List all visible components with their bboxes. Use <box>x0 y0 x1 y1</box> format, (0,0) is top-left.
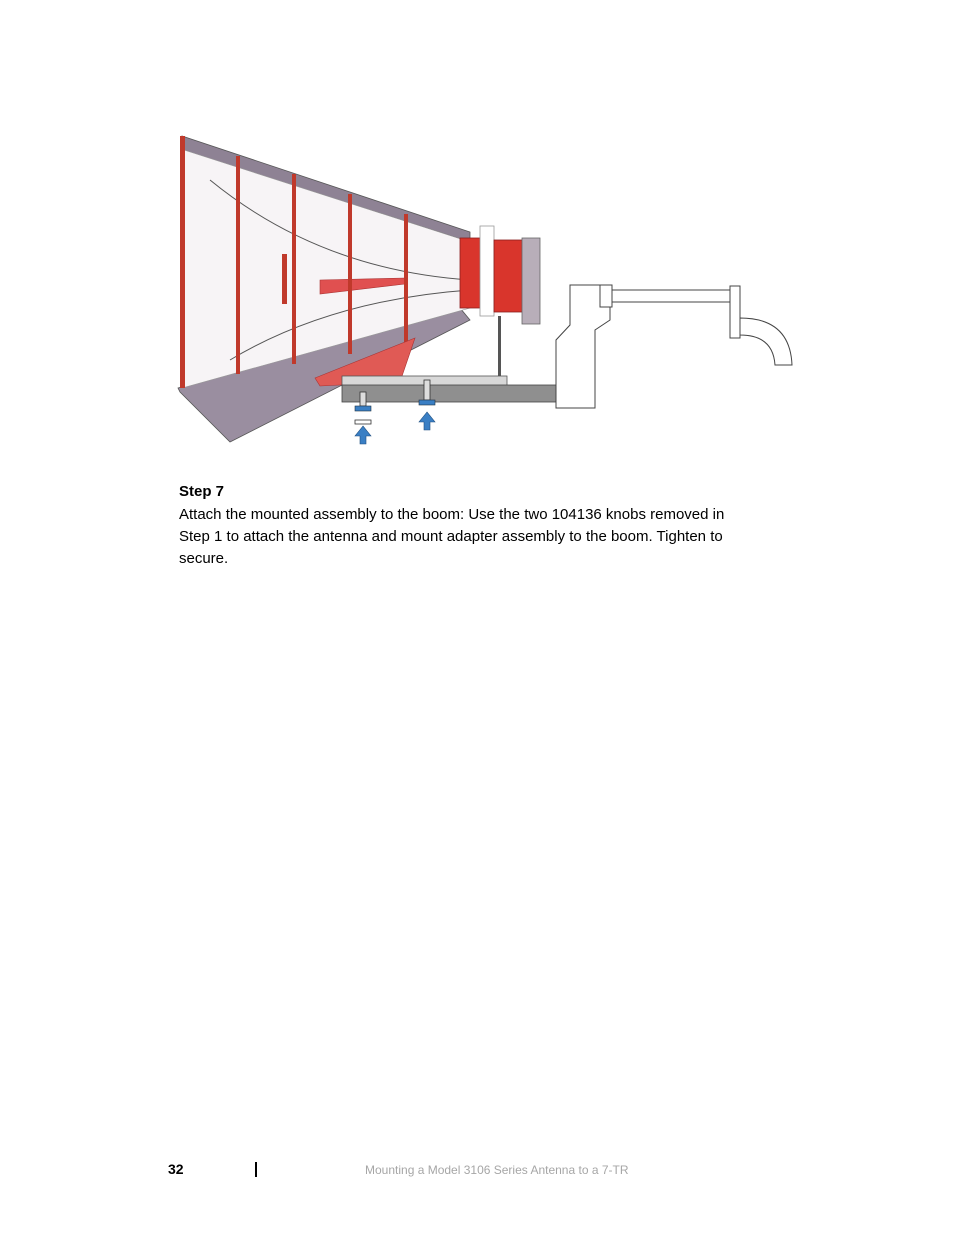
step-instructions: Attach the mounted assembly to the boom: Use the two 104136 knobs removed in Step 1 to attach the antenna and mount adapter assembly to the boom. Tighten to secure. <box>179 506 725 567</box>
arrow-up-icon <box>419 412 435 430</box>
step-heading: Step 7 <box>179 483 225 500</box>
antenna-boom-mount-illustration <box>170 130 800 450</box>
footer-divider <box>255 1162 257 1177</box>
arrow-up-icon <box>355 426 371 444</box>
page-number: 32 <box>168 1161 184 1177</box>
document-title: Mounting a Model 3106 Series Antenna to a 7-TR <box>365 1163 629 1177</box>
